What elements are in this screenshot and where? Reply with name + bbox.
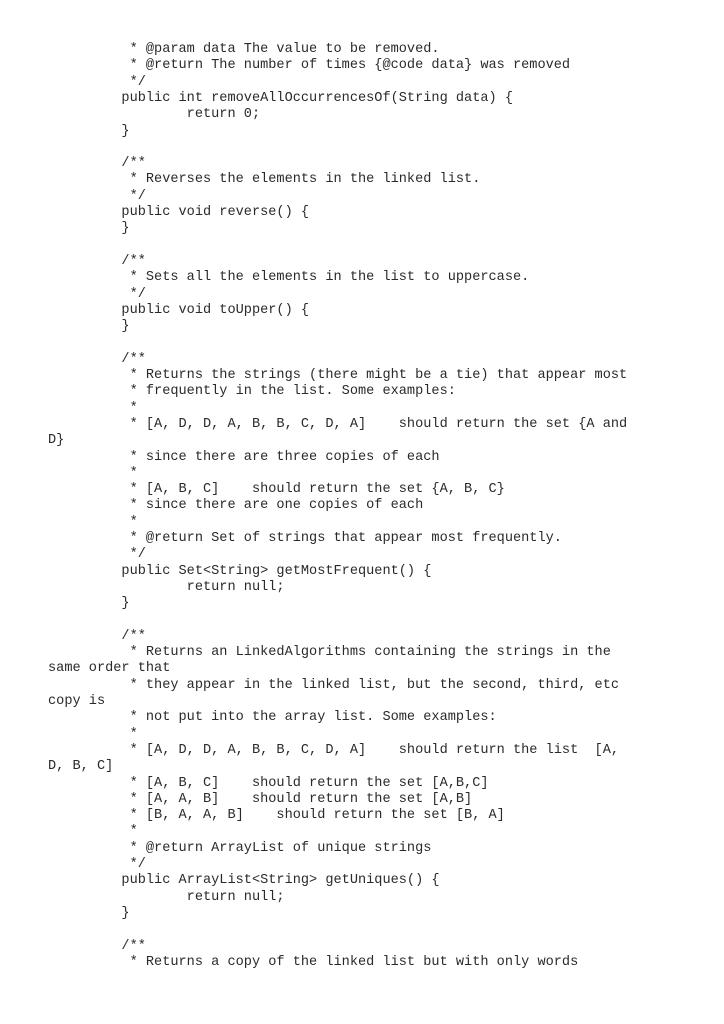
code-line: * [48, 726, 138, 742]
code-line: /** [48, 351, 146, 367]
code-line: * they appear in the linked list, but the second, third, etc [48, 677, 620, 693]
code-line: * not put into the array list. Some examples: [48, 710, 497, 726]
code-line: */ [48, 188, 146, 204]
code-line: * frequently in the list. Some examples: [48, 384, 456, 400]
code-line: } [48, 221, 130, 237]
code-line: } [48, 319, 130, 335]
code-line: * [48, 465, 138, 481]
code-line: /** [48, 253, 146, 269]
code-line: * [A, A, B] should return the set [A,B] [48, 791, 473, 807]
code-line: * Sets all the elements in the list to uppercase. [48, 270, 530, 286]
code-line: * [48, 400, 138, 416]
code-line: /** [48, 156, 146, 172]
code-line: copy is [48, 694, 106, 709]
code-line: * [A, B, C] should return the set {A, B, C} [48, 482, 505, 498]
code-line: public void toUpper() { [48, 302, 310, 318]
code-line: /** [48, 938, 146, 954]
code-line: * Returns an LinkedAlgorithms containing the strings in the [48, 645, 611, 661]
code-line: */ [48, 286, 146, 302]
code-line: } [48, 596, 130, 612]
code-line: D, B, C] [48, 759, 114, 775]
code-line: return null; [48, 889, 285, 905]
code-line: public int removeAllOccurrencesOf(String data) { [48, 90, 513, 106]
code-line: } [48, 905, 130, 921]
code-line: * Returns the strings (there might be a tie) that appear most [48, 368, 628, 383]
code-line: */ [48, 547, 146, 563]
code-line: return null; [48, 579, 285, 595]
code-line: * [B, A, A, B] should return the set [B, A] [48, 808, 505, 824]
code-line: * Reverses the elements in the linked list. [48, 172, 481, 188]
code-line: * [A, B, C] should return the set [A,B,C] [48, 775, 489, 791]
code-line: * [A, D, D, A, B, B, C, D, A] should return the list [A, [48, 742, 620, 758]
code-line: * since there are one copies of each [48, 498, 424, 514]
code-line: * since there are three copies of each [48, 449, 440, 465]
code-line: return 0; [48, 107, 261, 123]
code-line: same order that [48, 661, 171, 677]
code-line: * @param data The value to be removed. [48, 42, 440, 57]
code-line: * [48, 824, 138, 840]
code-line: */ [48, 857, 146, 872]
code-line: * @return ArrayList of unique strings [48, 840, 432, 856]
code-line: * @return Set of strings that appear most frequently. [48, 531, 562, 546]
code-line: * [48, 514, 138, 530]
code-line: * Returns a copy of the linked list but with only words [48, 954, 579, 970]
code-line: public ArrayList<String> getUniques() { [48, 873, 440, 889]
code-line: * [A, D, D, A, B, B, C, D, A] should return the set {A and [48, 416, 628, 432]
code-line: public void reverse() { [48, 205, 310, 220]
code-line: */ [48, 74, 146, 90]
code-line: D} [48, 433, 65, 449]
code-line: } [48, 123, 130, 139]
code-line: public Set<String> getMostFrequent() { [48, 563, 432, 579]
code-line: * @return The number of times {@code data} was removed [48, 58, 571, 74]
code-line: /** [48, 628, 146, 644]
